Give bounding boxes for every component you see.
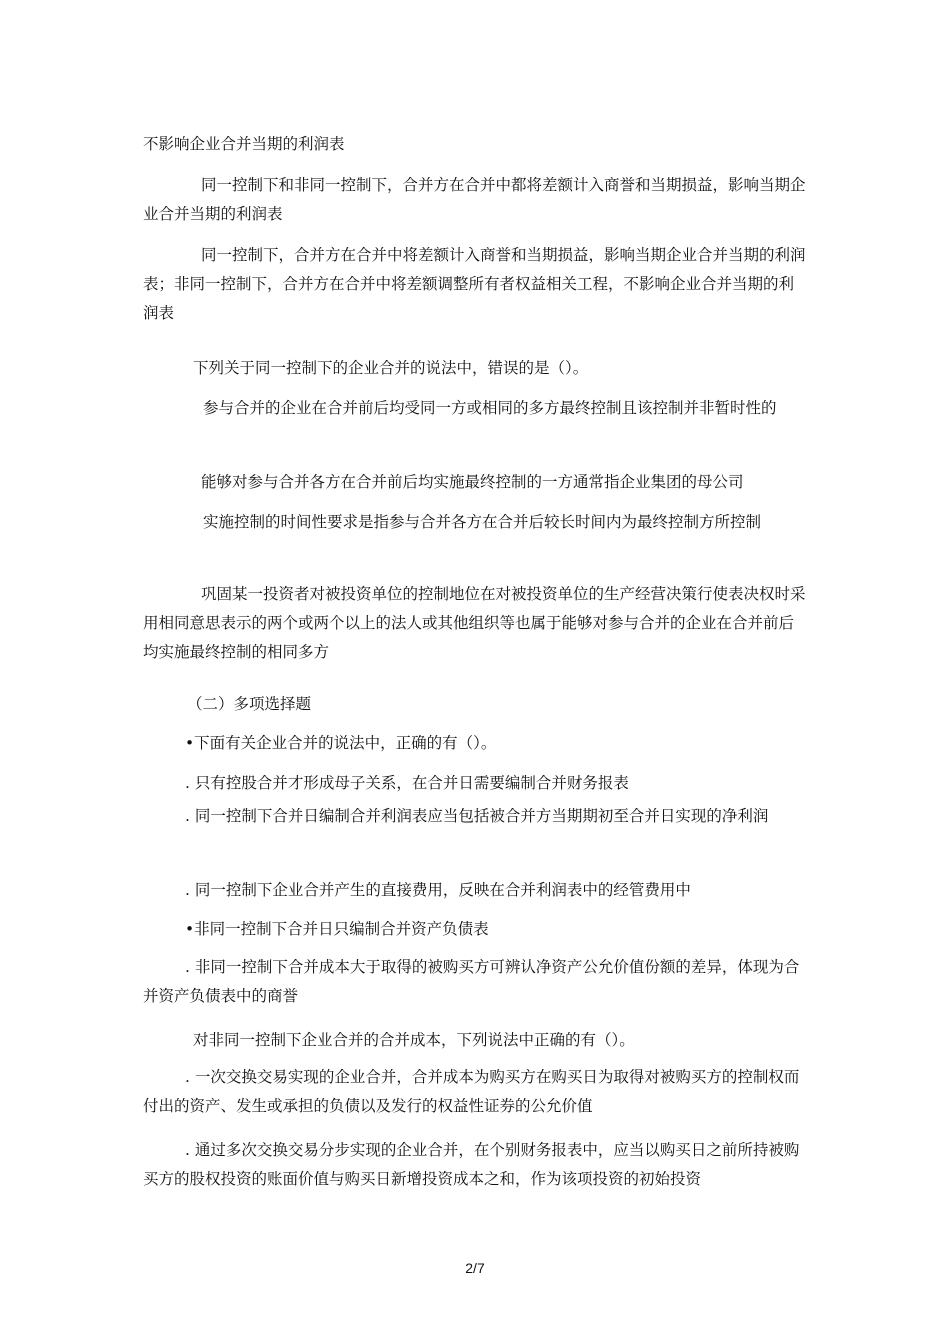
mc2-option-b: . 通过多次交换交易分步实现的企业合并，在个别财务报表中，应当以购买日之前所持被购买方的股权投资的账面价值与购买日新增投资成本之和，作为该项投资的初始投资 <box>143 1141 800 1188</box>
option-c: 实施控制的时间性要求是指参与合并各方在合并后较长时间内为最终控制方所控制 <box>203 513 762 531</box>
paragraph-3: 同一控制下，合并方在合并中将差额计入商誉和当期损益，影响当期企业合并当期的利润表；非同一控制下，合并方在合并中将差额调整所有者权益相关工程，不影响企业合并当期的利润表 <box>143 246 806 322</box>
mc2-option-a: . 一次交换交易实现的企业合并，合并成本为购买方在购买日为取得对被购买方的控制权而付出的资产、发生或承担的负债以及发行的权益性证券的公允价值 <box>143 1068 800 1115</box>
option-a: 参与合并的企业在合并前后均受同一方或相同的多方最终控制且该控制并非暂时性的 <box>203 399 777 417</box>
page-number: 2/7 <box>465 1260 485 1276</box>
mc1-option-e: . 非同一控制下合并成本大于取得的被购买方可辨认净资产公允价值份额的差异，体现为合并资产负债表中的商誉 <box>143 958 800 1005</box>
question-multiple-choice-2: 对非同一控制下企业合并的合并成本，下列说法中正确的有（）。 <box>193 1031 635 1049</box>
mc1-option-d: •非同一控制下合并日只编制合并资产负债表 <box>185 920 489 938</box>
mc1-option-c: . 同一控制下企业合并产生的直接费用，反映在合并利润表中的经管费用中 <box>185 881 691 899</box>
section-heading-multiple-choice: （二）多项选择题 <box>187 695 312 713</box>
option-b: 能够对参与合并各方在合并前后均实施最终控制的一方通常指企业集团的母公司 <box>201 473 744 491</box>
mc1-option-a: . 只有控股合并才形成母子关系，在合并日需要编制合并财务报表 <box>185 774 629 792</box>
paragraph-1: 不影响企业合并当期的利润表 <box>143 135 345 153</box>
mc1-option-b: . 同一控制下合并日编制合并利润表应当包括被合并方当期期初至合并日实现的净利润 <box>185 807 769 825</box>
paragraph-2: 同一控制下和非同一控制下，合并方在合并中都将差额计入商誉和当期损益，影响当期企业合并当期的利润表 <box>143 176 806 223</box>
question-multiple-choice-1: •下面有关企业合并的说法中，正确的有（）。 <box>185 734 497 752</box>
option-d: 巩固某一投资者对被投资单位的控制地位在对被投资单位的生产经营决策行使表决权时采用相同意思表示的两个或两个以上的法人或其他组织等也属于能够对参与合并的企业在合并前后均实施最终控制的相同多方 <box>143 585 806 661</box>
question-single-choice: 下列关于同一控制下的企业合并的说法中，错误的是（）。 <box>193 359 589 377</box>
